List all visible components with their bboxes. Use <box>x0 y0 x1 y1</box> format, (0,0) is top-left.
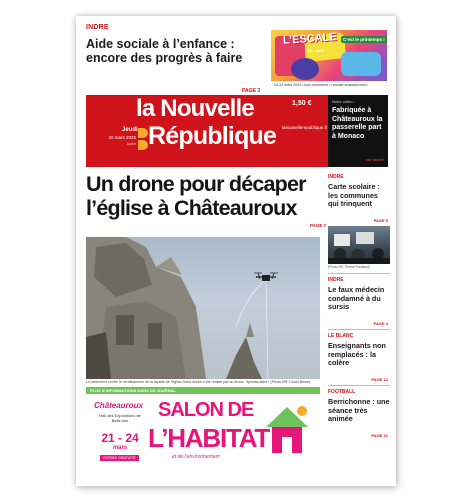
salon-ad-free-entry: ENTRÉE GRATUITE <box>100 455 139 461</box>
masthead-name-line2: République <box>148 122 277 150</box>
top-teaser-rubric: INDRE <box>86 24 109 31</box>
photo-caption: Le traitement contre le verdissement de la façade de l’église Saint-André a été réalisé par un drone. Spectaculaire ! (Photo NR, Lionel Bouet) <box>86 380 311 384</box>
right-teaser-rubric: FOOTBALL <box>328 389 356 395</box>
right-teaser-faux-medecin[interactable] <box>328 277 390 312</box>
masthead-name-line1: la Nouvelle <box>136 95 254 122</box>
right-teaser-title: Berrichonne : une séance très animée <box>328 397 390 424</box>
salon-ad-venue: Hall des Expositions de Belle-Isle <box>99 413 141 423</box>
right-teaser-photo <box>328 226 390 264</box>
top-teaser[interactable] <box>86 24 264 65</box>
ad-shape <box>291 58 319 80</box>
salon-ad-word3: et de l’environnement <box>172 454 220 460</box>
salon-habitat-advertisement[interactable] <box>86 387 320 479</box>
top-teaser-page: PAGE 3 <box>242 88 260 94</box>
masthead-date: 20 mars 2025 <box>108 135 136 140</box>
right-photo-credit: (Photo NR, Thierry Roulliaud) <box>328 265 370 269</box>
nr-logo-icon <box>138 128 150 152</box>
salon-ad-topbar: PLUS D’INFORMATIONS DANS CE JOURNAL <box>86 387 320 394</box>
right-teaser-rubric: LE BLANC <box>328 333 354 339</box>
protest-illustration <box>328 226 390 264</box>
escale-advertisement[interactable] <box>271 30 387 90</box>
escale-ad-name: L’ESCALE <box>282 31 338 47</box>
church-drone-illustration <box>86 237 320 379</box>
video-teaser-link[interactable]: sur lanr.fr <box>365 157 384 162</box>
main-headline-line1: Un drone pour décaper <box>86 172 306 196</box>
right-teaser-carte-scolaire[interactable] <box>328 174 390 209</box>
salon-ad-dates: 21 - 24 <box>101 431 139 445</box>
right-teaser-enseignants[interactable] <box>328 333 390 368</box>
newspaper-front-page <box>76 16 396 486</box>
right-teaser-rubric: INDRE <box>328 277 344 283</box>
top-teaser-title: Aide sociale à l’enfance : encore des progrès à faire <box>86 37 243 65</box>
salon-ad-word2: L’HABITAT <box>148 423 270 453</box>
masthead-website[interactable]: lanouvellerepublique.fr <box>282 125 328 130</box>
video-teaser-box[interactable] <box>328 95 388 167</box>
salon-ad-city: Châteauroux <box>94 401 143 410</box>
video-teaser-text: Fabriquée à Châteauroux la passerelle part à Monaco <box>332 107 383 140</box>
masthead-edition: Indre <box>126 141 136 146</box>
salon-ad-word1: SALON DE <box>158 399 254 421</box>
masthead <box>86 95 328 167</box>
right-teaser-berrichonne[interactable] <box>328 389 390 424</box>
right-teaser-page: PAGE 12 <box>371 377 388 382</box>
main-headline-line2: l’église à Châteauroux <box>86 196 297 220</box>
masthead-price: 1,50 € <box>292 100 312 107</box>
divider <box>328 273 390 274</box>
ad-shape <box>341 52 381 76</box>
divider <box>328 385 390 386</box>
escale-ad-footer: 14-24 mars 2024 • tout commerce • l’escale-chateauroux.fr <box>271 81 387 90</box>
main-headline[interactable] <box>86 172 318 220</box>
right-teaser-page: PAGE 4 <box>373 321 388 326</box>
right-teaser-rubric: INDRE <box>328 174 344 180</box>
right-teaser-title: Le faux médecin condamné à du sursis <box>328 285 385 312</box>
right-teaser-page: PAGE 6 <box>373 218 388 223</box>
divider <box>328 329 390 330</box>
main-headline-page: PAGE 7 <box>310 223 327 228</box>
right-teaser-title: Carte scolaire : les communes qui trinquent <box>328 182 380 209</box>
house-icon <box>262 399 312 459</box>
right-teaser-page: PAGE 21 <box>371 433 388 438</box>
escale-ad-promo: C’est le printemps ! <box>343 37 385 42</box>
main-photo-church-drone <box>86 237 320 379</box>
salon-ad-month: mars <box>112 445 128 451</box>
masthead-day: Jeudi <box>122 127 138 133</box>
right-teaser-title: Enseignants non remplacés : la colère <box>328 341 386 368</box>
escale-ad-sub: VILLAGE <box>307 48 325 53</box>
video-teaser-label: Notre vidéo... <box>332 99 356 104</box>
